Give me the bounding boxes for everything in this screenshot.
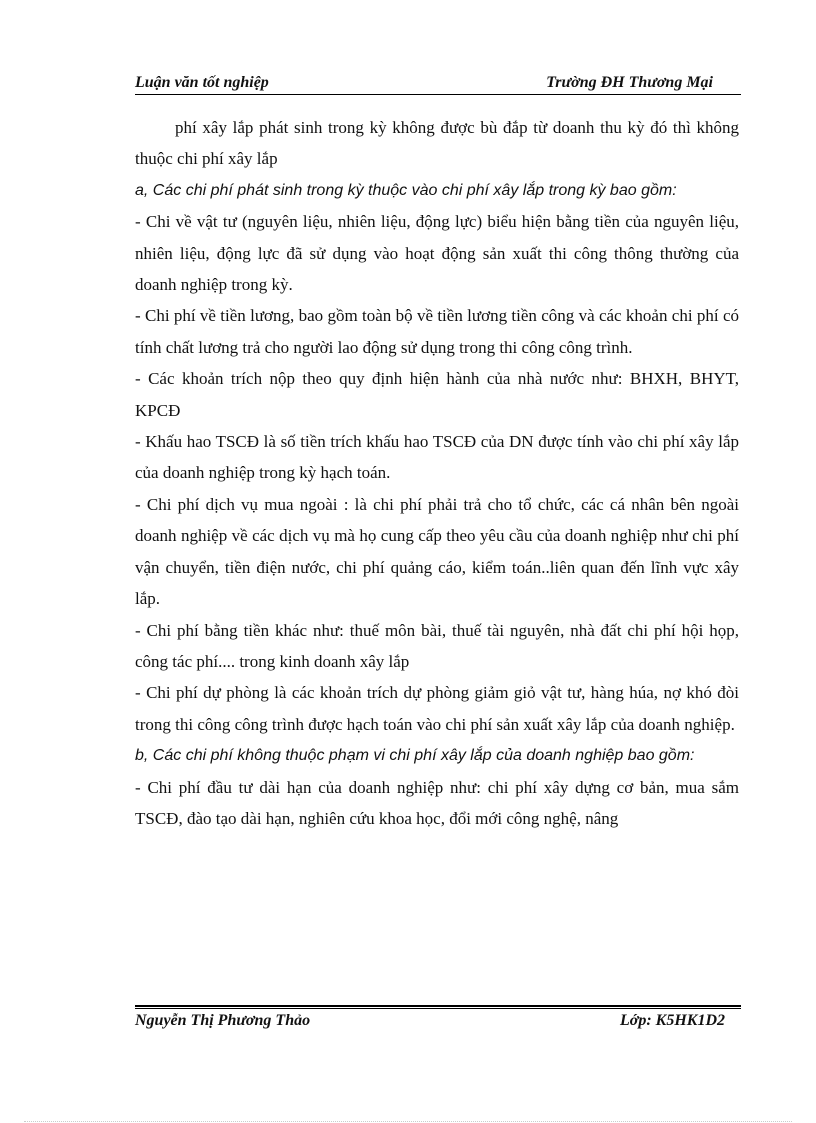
paragraph: - Chi về vật tư (nguyên liệu, nhiên liệu, động lực) biểu hiện bằng tiền của nguyên liệu, nhiên liệu, động lực đã sử dụng vào hoạt động sản xuất thi công thông thường của doanh nghiệp trong kỳ. <box>135 212 739 295</box>
paragraph: phí xây lắp phát sinh trong kỳ không được bù đắp từ doanh thu kỳ đó thì không thuộc chi phí xây lắp <box>135 118 739 169</box>
section-heading-a: a, Các chi phí phát sinh trong kỳ thuộc vào chi phí xây lắp trong kỳ bao gồm: <box>135 181 677 199</box>
page-edge-divider <box>24 1121 792 1122</box>
paragraph: - Chi phí về tiền lương, bao gồm toàn bộ về tiền lương tiền công và các khoản chi phí có tính chất lương trả cho người lao động sử dụng trong thi công công trình. <box>135 306 739 357</box>
page-header <box>135 72 741 95</box>
section-heading-b: b, Các chi phí không thuộc phạm vi chi phí xây lắp của doanh nghiệp bao gồm: <box>135 747 695 765</box>
paragraph: - Chi phí bằng tiền khác như: thuế môn bài, thuế tài nguyên, nhà đất chi phí hội họp, công tác phí.... trong kinh doanh xây lắp <box>135 620 739 671</box>
footer-class-code: Lớp: K5HK1D2 <box>619 1012 725 1029</box>
footer-divider <box>135 1005 741 1009</box>
header-university-label: Trường ĐH Thương Mại <box>546 74 713 91</box>
paragraph: - Chi phí đầu tư dài hạn của doanh nghiệp như: chi phí xây dựng cơ bản, mua sắm TSCĐ, đào tạo dài hạn, nghiên cứu khoa học, đổi mới công nghệ, nâng <box>135 777 739 828</box>
paragraph: - Khấu hao TSCĐ là số tiền trích khấu hao TSCĐ của DN được tính vào chi phí xây lắp của doanh nghiệp trong kỳ hạch toán. <box>135 432 739 483</box>
footer-author-name: Nguyễn Thị Phương Thảo <box>135 1012 311 1029</box>
paragraph: - Chi phí dự phòng là các khoản trích dự phòng giảm giỏ vật tư, hàng húa, nợ khó đòi trong thi công công trình được hạch toán vào chi phí sản xuất xây lắp của doanh nghiệp. <box>135 683 739 734</box>
paragraph: - Các khoản trích nộp theo quy định hiện hành của nhà nước như: BHXH, BHYT, KPCĐ <box>135 369 739 420</box>
paragraph: - Chi phí dịch vụ mua ngoài : là chi phí phải trả cho tổ chức, các cá nhân bên ngoài doanh nghiệp về các dịch vụ mà họ cung cấp theo yêu cầu của doanh nghiệp như chi phí vận chuyển, tiền điện nước, chi phí quảng cáo, kiểm toán..liên quan đến lĩnh vực xây lắp. <box>135 494 739 609</box>
body-text <box>135 112 739 834</box>
header-thesis-label: Luận văn tốt nghiệp <box>135 74 269 91</box>
